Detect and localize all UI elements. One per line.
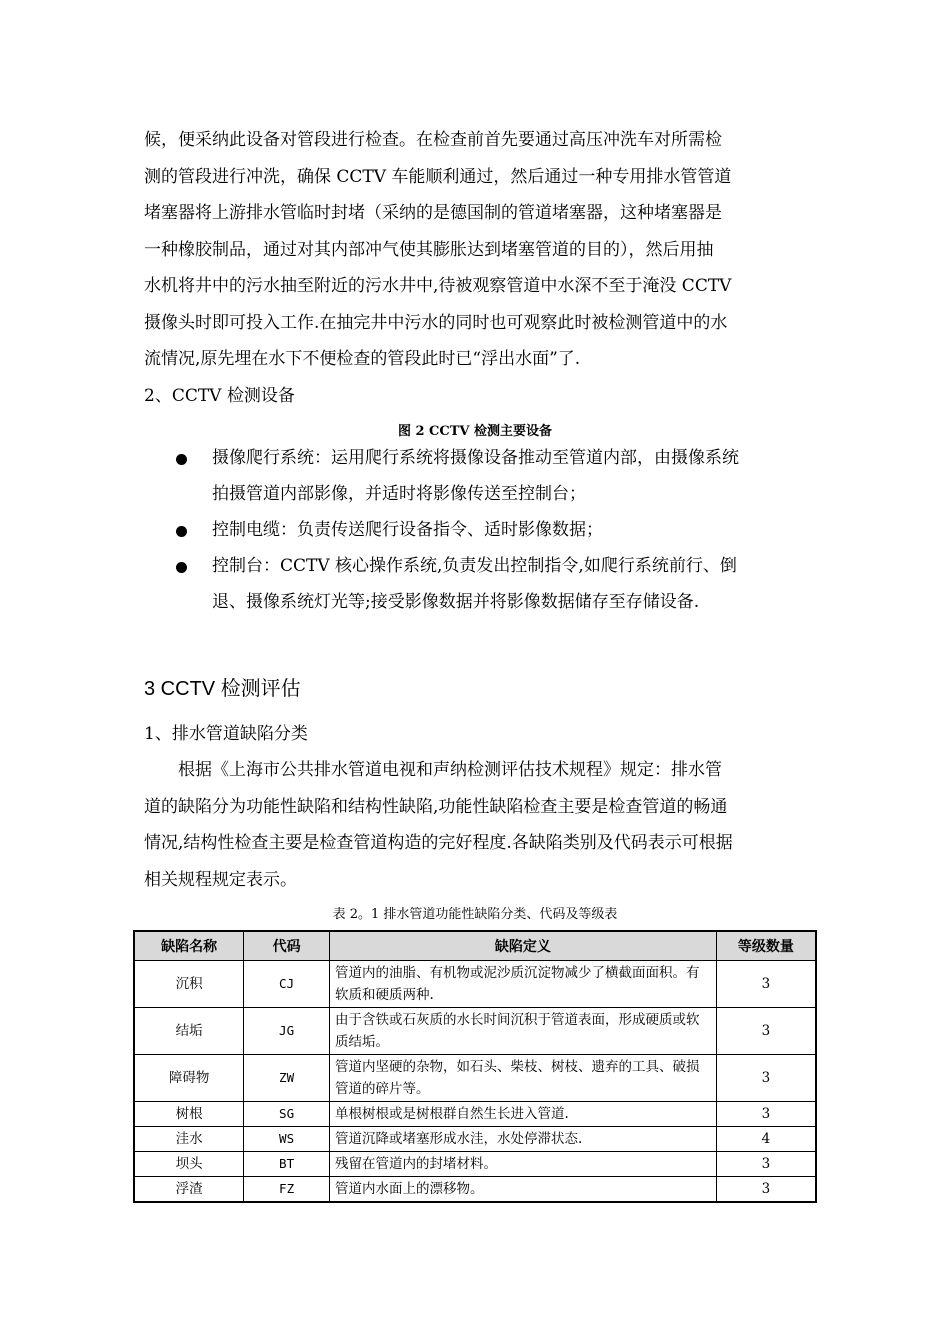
paragraph-line: 摄像头时即可投入工作.在抽完井中污水的同时也可观察此时被检测管道中的水 [144,312,728,333]
defect-definition-cell: 单根树根或是树根群自然生长进入管道. [329,1102,716,1127]
defect-name-cell: 浮渣 [134,1177,244,1203]
column-header: 代码 [244,931,330,961]
paragraph-line: 一种橡胶制品，通过对其内部冲气使其膨胀达到堵塞管道的目的），然后用抽 [144,239,714,260]
paragraph-line: 候，便采纳此设备对管段进行检查。在检查前首先要通过高压冲洗车对所需检 [144,130,722,150]
paragraph-line: 堵塞器将上游排水管临时封堵（采纳的是德国制的管道堵塞器，这种堵塞器是 [144,203,722,223]
defect-table [133,930,817,1203]
bullet-icon [176,454,187,465]
table-row [134,1152,816,1177]
defect-definition-cell: 管道内水面上的漂移物。 [329,1177,716,1203]
paragraph-line: 测的管段进行冲洗，确保 CCTV 车能顺利通过，然后通过一种专用排水管管道 [144,166,732,187]
list-item-line: 退、摄像系统灯光等;接受影像数据并将影像数据储存至存储设备. [212,592,700,612]
defect-code-cell: WS [244,1127,330,1152]
table-header-row [134,931,816,961]
defect-name-cell: 坝头 [134,1152,244,1177]
paragraph-line: 道的缺陷分为功能性缺陷和结构性缺陷,功能性缺陷检查主要是检查管道的畅通 [144,796,728,817]
column-header: 缺陷定义 [329,931,716,961]
defect-name-cell: 树根 [134,1102,244,1127]
bullet-icon [176,562,187,573]
intro-paragraph [144,122,807,378]
defect-levels-cell: 3 [716,1152,816,1177]
standards-paragraph [144,752,807,898]
defect-levels-cell: 3 [716,1177,816,1203]
table-row [134,1102,816,1127]
list-item-line: 摄像爬行系统：运用爬行系统将摄像设备推动至管道内部，由摄像系统 [212,448,739,468]
section-3-heading: 3 CCTV 检测评估 [144,678,301,700]
defect-levels-cell: 4 [716,1127,816,1152]
list-item-line: 控制台：CCTV 核心操作系统,负责发出控制指令,如爬行系统前行、倒 [212,556,737,576]
list-item [176,512,816,548]
column-header: 等级数量 [716,931,816,961]
paragraph-line: 流情况,原先埋在水下不便检查的管段此时已“浮出水面”了. [144,349,581,369]
table-caption: 表 2。1 排水管道功能性缺陷分类、代码及等级表 [332,907,618,922]
list-item [176,548,816,620]
defect-code-cell: BT [244,1152,330,1177]
defect-name-cell: 洼水 [134,1127,244,1152]
table-row [134,1127,816,1152]
defect-code-cell: CJ [244,961,330,1008]
defect-definition-cell: 残留在管道内的封堵材料。 [329,1152,716,1177]
table-row [134,1008,816,1055]
section-3-subtitle: 1、排水管道缺陷分类 [144,724,308,744]
section-2-subtitle: 2、CCTV 检测设备 [144,386,295,406]
table-row [134,1055,816,1102]
table-row [134,1177,816,1203]
paragraph-line: 水机将井中的污水抽至附近的污水井中,待被观察管道中水深不至于淹没 CCTV [144,276,732,296]
defect-name-cell: 障碍物 [134,1055,244,1102]
figure-caption: 图 2 CCTV 检测主要设备 [397,424,553,439]
defect-code-cell: SG [244,1102,330,1127]
list-item-line: 拍摄管道内部影像，并适时将影像传送至控制台； [212,484,586,504]
defect-code-cell: JG [244,1008,330,1055]
defect-code-cell: ZW [244,1055,330,1102]
paragraph-line: 根据《上海市公共排水管道电视和声纳检测评估技术规程》规定：排水管 [178,760,722,780]
paragraph-line: 情况,结构性检查主要是检查管道构造的完好程度.各缺陷类别及代码表示可根据 [144,833,733,853]
defect-definition-cell: 管道沉降或堵塞形成水洼，水处停滞状态. [329,1127,716,1152]
defect-levels-cell: 3 [716,1055,816,1102]
table-row [134,961,816,1008]
defect-code-cell: FZ [244,1177,330,1203]
equipment-list [176,440,816,620]
defect-levels-cell: 3 [716,1008,816,1055]
paragraph-line: 相关规程规定表示。 [144,869,297,890]
defect-levels-cell: 3 [716,1102,816,1127]
defect-name-cell: 结垢 [134,1008,244,1055]
defect-definition-cell: 管道内坚硬的杂物，如石头、柴枝、树枝、遗弃的工具、破损管道的碎片等。 [329,1055,716,1102]
bullet-icon [176,526,187,537]
list-item [176,440,816,512]
list-item-line: 控制电缆：负责传送爬行设备指令、适时影像数据； [212,520,603,540]
column-header: 缺陷名称 [134,931,244,961]
defect-definition-cell: 管道内的油脂、有机物或泥沙质沉淀物减少了横截面面积。有软质和硬质两种. [329,961,716,1008]
defect-name-cell: 沉积 [134,961,244,1008]
defect-levels-cell: 3 [716,961,816,1008]
defect-definition-cell: 由于含铁或石灰质的水长时间沉积于管道表面，形成硬质或软质结垢。 [329,1008,716,1055]
